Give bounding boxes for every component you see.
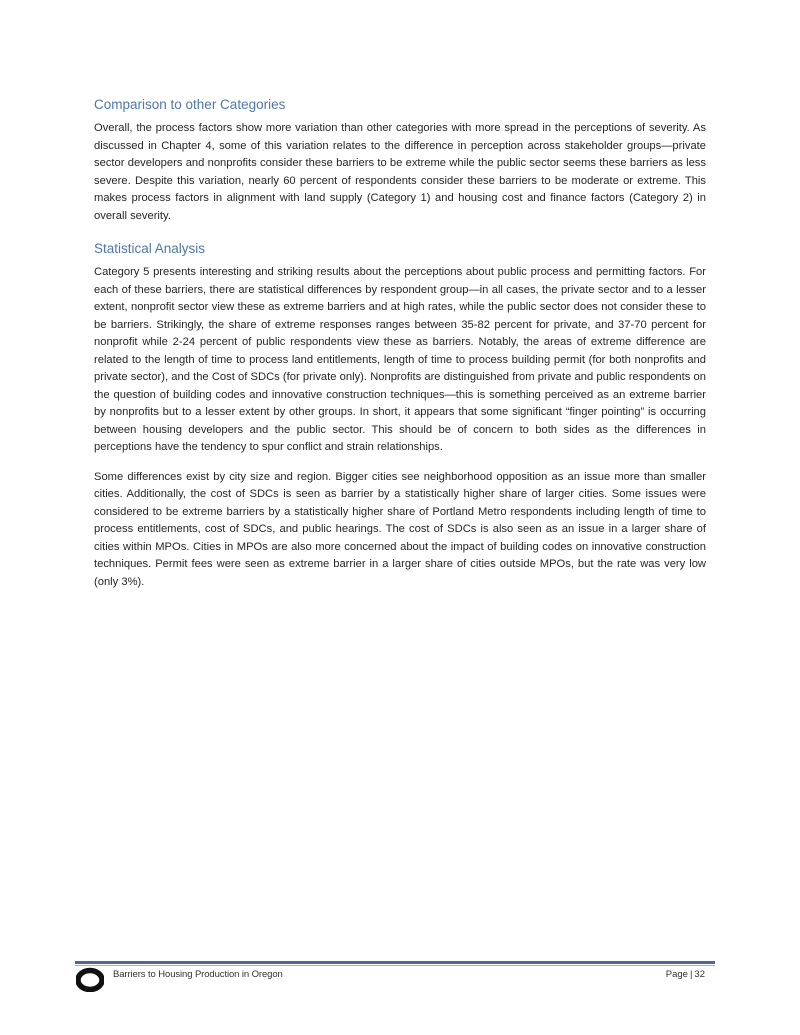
page-label: Page (665, 969, 688, 980)
university-o-logo-icon (76, 966, 104, 992)
page-separator: | (689, 969, 693, 980)
footer-document-title: Barriers to Housing Production in Oregon (113, 969, 283, 980)
document-body (94, 97, 706, 591)
footer-page-number (666, 969, 705, 980)
page-number-value: 32 (694, 969, 705, 980)
footer-rule (75, 961, 715, 964)
section-heading-comparison: Comparison to other Categories (94, 97, 286, 112)
paragraph-statistical-analysis-2: Some differences exist by city size and region. Bigger cities see neighborhood opposition as an issue more than smaller cities. Additionally, the cost of SDCs is seen as barrier by a statistically higher share of larger cities. Some issues were considered to be extreme barriers by a statistically higher share of Portland Metro respondents including length of time to process entitlements, cost of SDCs, and public hearings. The cost of SDCs is also seen as an issue in a larger share of cities within MPOs. Cities in MPOs are also more concerned about the impact of building codes on innovative construction techniques. Permit fees were seen as extreme barrier in a larger share of cities outside MPOs, but the rate was very low (only 3%). (94, 470, 706, 588)
section-heading-statistical-analysis: Statistical Analysis (94, 241, 206, 256)
paragraph-comparison: Overall, the process factors show more variation than other categories with more spread in the perceptions of severity. As discussed in Chapter 4, some of this variation relates to the difference in perception across stakeholder groups—private sector developers and nonprofits consider these barriers to be extreme while the public sector seems these barriers as less severe. Despite this variation, nearly 60 percent of respondents consider these barriers to be moderate or extreme. This makes process factors in alignment with land supply (Category 1) and housing cost and finance factors (Category 2) in overall severity. (94, 122, 706, 222)
paragraph-statistical-analysis-1: Category 5 presents interesting and striking results about the perceptions about public process and permitting factors. For each of these barriers, there are statistical differences by respondent group—in all cases, the private sector and to a lesser extent, nonprofit sector view these as extreme barriers and at high rates, while the public sector does not consider these to be barriers. Strikingly, the share of extreme responses ranges between 35-82 percent for private, and 37-70 percent for nonprofit while 2-24 percent of public respondents view these as barriers. Notably, the areas of extreme difference are related to the length of time to process land entitlements, length of time to process building permit (for both nonprofits and private sector), and the Cost of SDCs (for private only). Nonprofits are distinguished from private and public respondents on the question of building codes and innovative construction techniques—this is something perceived as an extreme barrier by nonprofits but to a lesser extent by other groups. In short, it appears that some significant “finger pointing” is occurring between housing developers and the public sector. This should be of concern to both sides as the differences in perceptions have the tendency to spur conflict and strain relationships. (94, 266, 706, 453)
footer-rule-thin (75, 965, 715, 966)
